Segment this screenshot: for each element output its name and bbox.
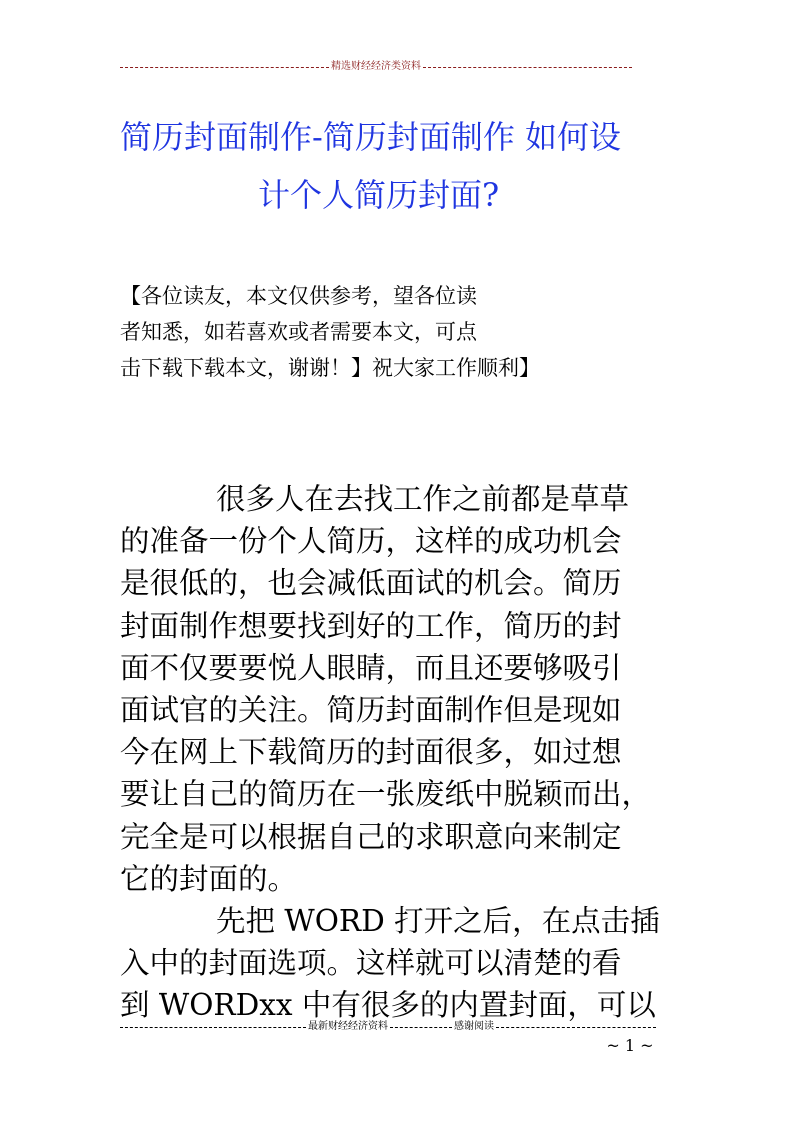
- page-number: ~ 1 ~: [606, 1036, 654, 1055]
- paragraph-line: 面不仅要要悦人眼睛，而且还要够吸引: [120, 650, 622, 685]
- header-divider-left: [120, 67, 329, 68]
- footer-divider-middle: [390, 1027, 452, 1028]
- title-line-1: 简历封面制作-简历封面制作 如何设: [120, 118, 621, 156]
- paragraph-line: 先把 WORD 打开之后，在点击插: [216, 904, 660, 939]
- header-label: 精选财经经济类资料: [331, 61, 421, 72]
- paragraph-line: 很多人在去找工作之前都是草草: [216, 482, 630, 516]
- footer-right-label: 感谢阅读: [454, 1021, 494, 1032]
- document-title: [120, 108, 680, 224]
- footer-divider-right: [496, 1027, 656, 1028]
- notice-line-2: 者知悉，如若喜欢或者需要本文，可点: [120, 320, 477, 344]
- footer-rule: [120, 1020, 656, 1034]
- paragraph-line: 要让自己的简历在一张废纸中脱颖而出，: [120, 777, 652, 812]
- notice-line-1: 【各位读友，本文仅供参考，望各位读: [120, 284, 477, 308]
- paragraph-line: 面试官的关注。简历封面制作但是现如: [120, 693, 622, 728]
- paragraph-line: 的准备一份个人简历，这样的成功机会: [120, 524, 622, 559]
- footer-left-label: 最新财经经济资料: [308, 1021, 388, 1032]
- paragraph-line: 到 WORDxx 中有很多的内置封面，可以: [120, 988, 656, 1023]
- paragraph-line: 是很低的，也会减低面试的机会。简历: [120, 566, 622, 601]
- notice-line-3: 击下载下载本文，谢谢！】祝大家工作顺利】: [120, 356, 540, 380]
- header-rule: [120, 60, 632, 74]
- body-text: [120, 478, 680, 1027]
- header-divider-right: [423, 67, 632, 68]
- paragraph-line: 入中的封面选项。这样就可以清楚的看: [120, 946, 622, 981]
- footer-divider-left: [120, 1027, 306, 1028]
- paragraph-line: 它的封面的。: [120, 861, 298, 896]
- paragraph-line: 今在网上下载简历的封面很多，如过想: [120, 735, 622, 770]
- reader-notice: [120, 278, 640, 386]
- paragraph-line: 完全是可以根据自己的求职意向来制定: [120, 819, 622, 854]
- title-line-2: 计个人简历封面?: [258, 176, 500, 214]
- paragraph-line: 封面制作想要找到好的工作，简历的封: [120, 608, 622, 643]
